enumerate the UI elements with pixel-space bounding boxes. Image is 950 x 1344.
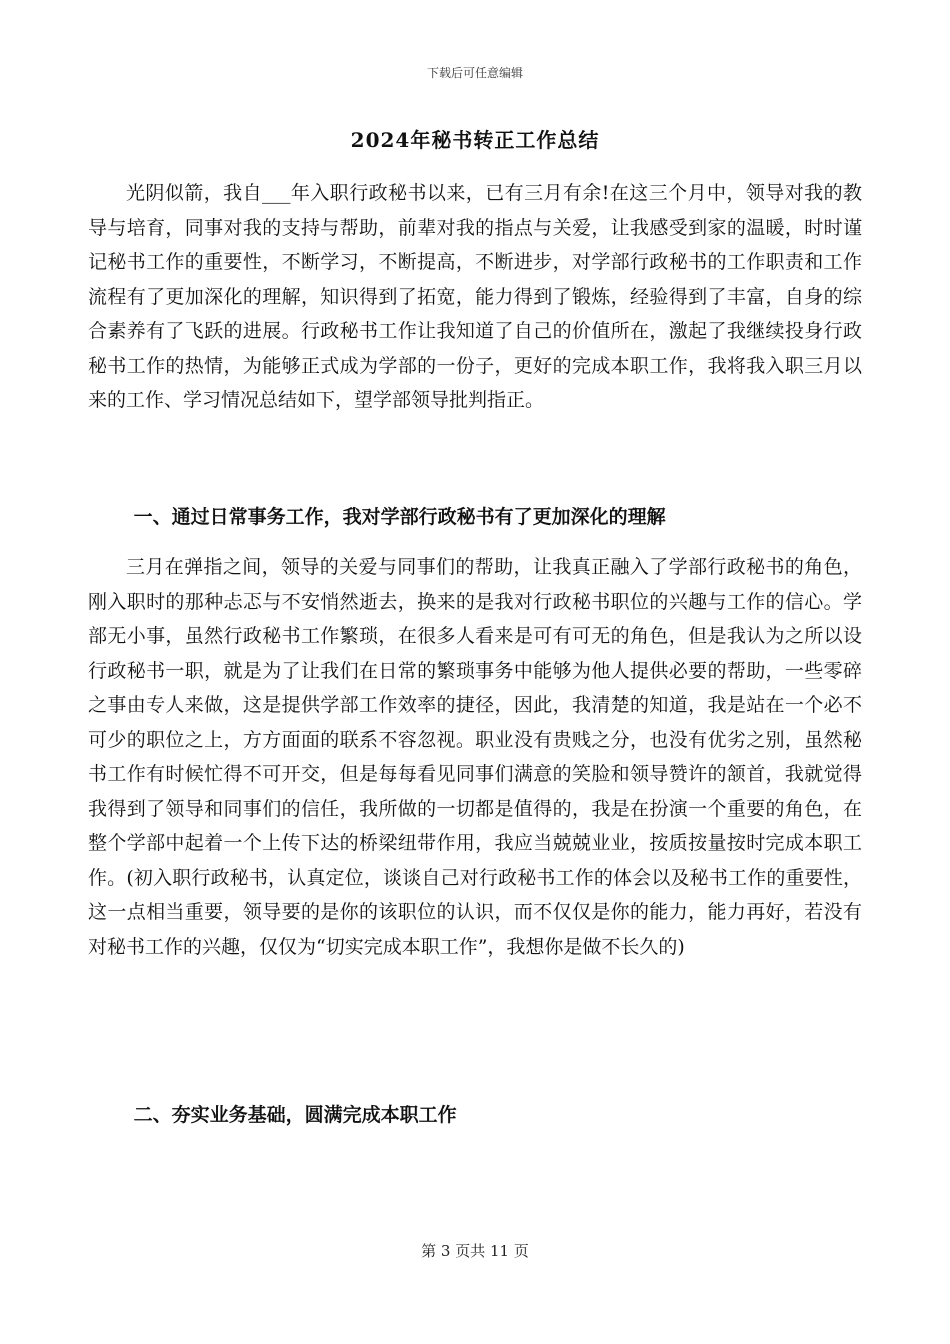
section-heading-2: 二、夯实业务基础，圆满完成本职工作 [133, 1104, 457, 1126]
section-1-paragraph: 三月在弹指之间，领导的关爱与同事们的帮助，让我真正融入了学部行政秘书的角色，刚入职时的那种忐忑与不安悄然逝去，换来的是我对行政秘书职位的兴趣与工作的信心。学部无小事，虽然行政秘书工作繁琐，在很多人看来是可有可无的角色，但是我认为之所以设行政秘书一职，就是为了让我们在日常的繁琐事务中能够为他人提供必要的帮助，一些零碎之事由专人来做，这是提供学部工作效率的捷径，因此，我清楚的知道，我是站在一个必不可少的职位之上，方方面面的联系不容忽视。职业没有贵贱之分，也没有优劣之别，虽然秘书工作有时候忙得不可开交，但是每每看见同事们满意的笑脸和领导赞许的颔首，我就觉得我得到了领导和同事们的信任，我所做的一切都是值得的，我是在扮演一个重要的角色，在整个学部中起着一个上传下达的桥梁纽带作用，我应当兢兢业业，按质按量按时完成本职工作。(初入职行政秘书，认真定位，谈谈自己对行政秘书工作的体会以及秘书工作的重要性，这一点相当重要，领导要的是你的该职位的认识，而不仅仅是你的能力，能力再好，若没有对秘书工作的兴趣，仅仅为“切实完成本职工作”，我想你是做不长久的) [88, 556, 862, 958]
section-heading-1: 一、通过日常事务工作，我对学部行政秘书有了更加深化的理解 [133, 506, 666, 528]
document-title: 2024年秘书转正工作总结 [350, 128, 600, 152]
intro-paragraph: 光阴似箭，我自___年入职行政秘书以来，已有三月有余!在这三个月中，领导对我的教导与培育，同事对我的支持与帮助，前辈对我的指点与关爱，让我感受到家的温暖，时时谨记秘书工作的重要性，不断学习，不断提高，不断进步，对学部行政秘书的工作职责和工作流程有了更加深化的理解，知识得到了拓宽，能力得到了锻炼，经验得到了丰富，自身的综合素养有了飞跃的进展。行政秘书工作让我知道了自己的价值所在，激起了我继续投身行政秘书工作的热情，为能够正式成为学部的一份子，更好的完成本职工作，我将我入职三月以来的工作、学习情况总结如下，望学部领导批判指正。 [88, 182, 862, 411]
header-note: 下载后可任意编辑 [426, 66, 523, 80]
page-number: 第 3 页共 11 页 [421, 1242, 529, 1260]
